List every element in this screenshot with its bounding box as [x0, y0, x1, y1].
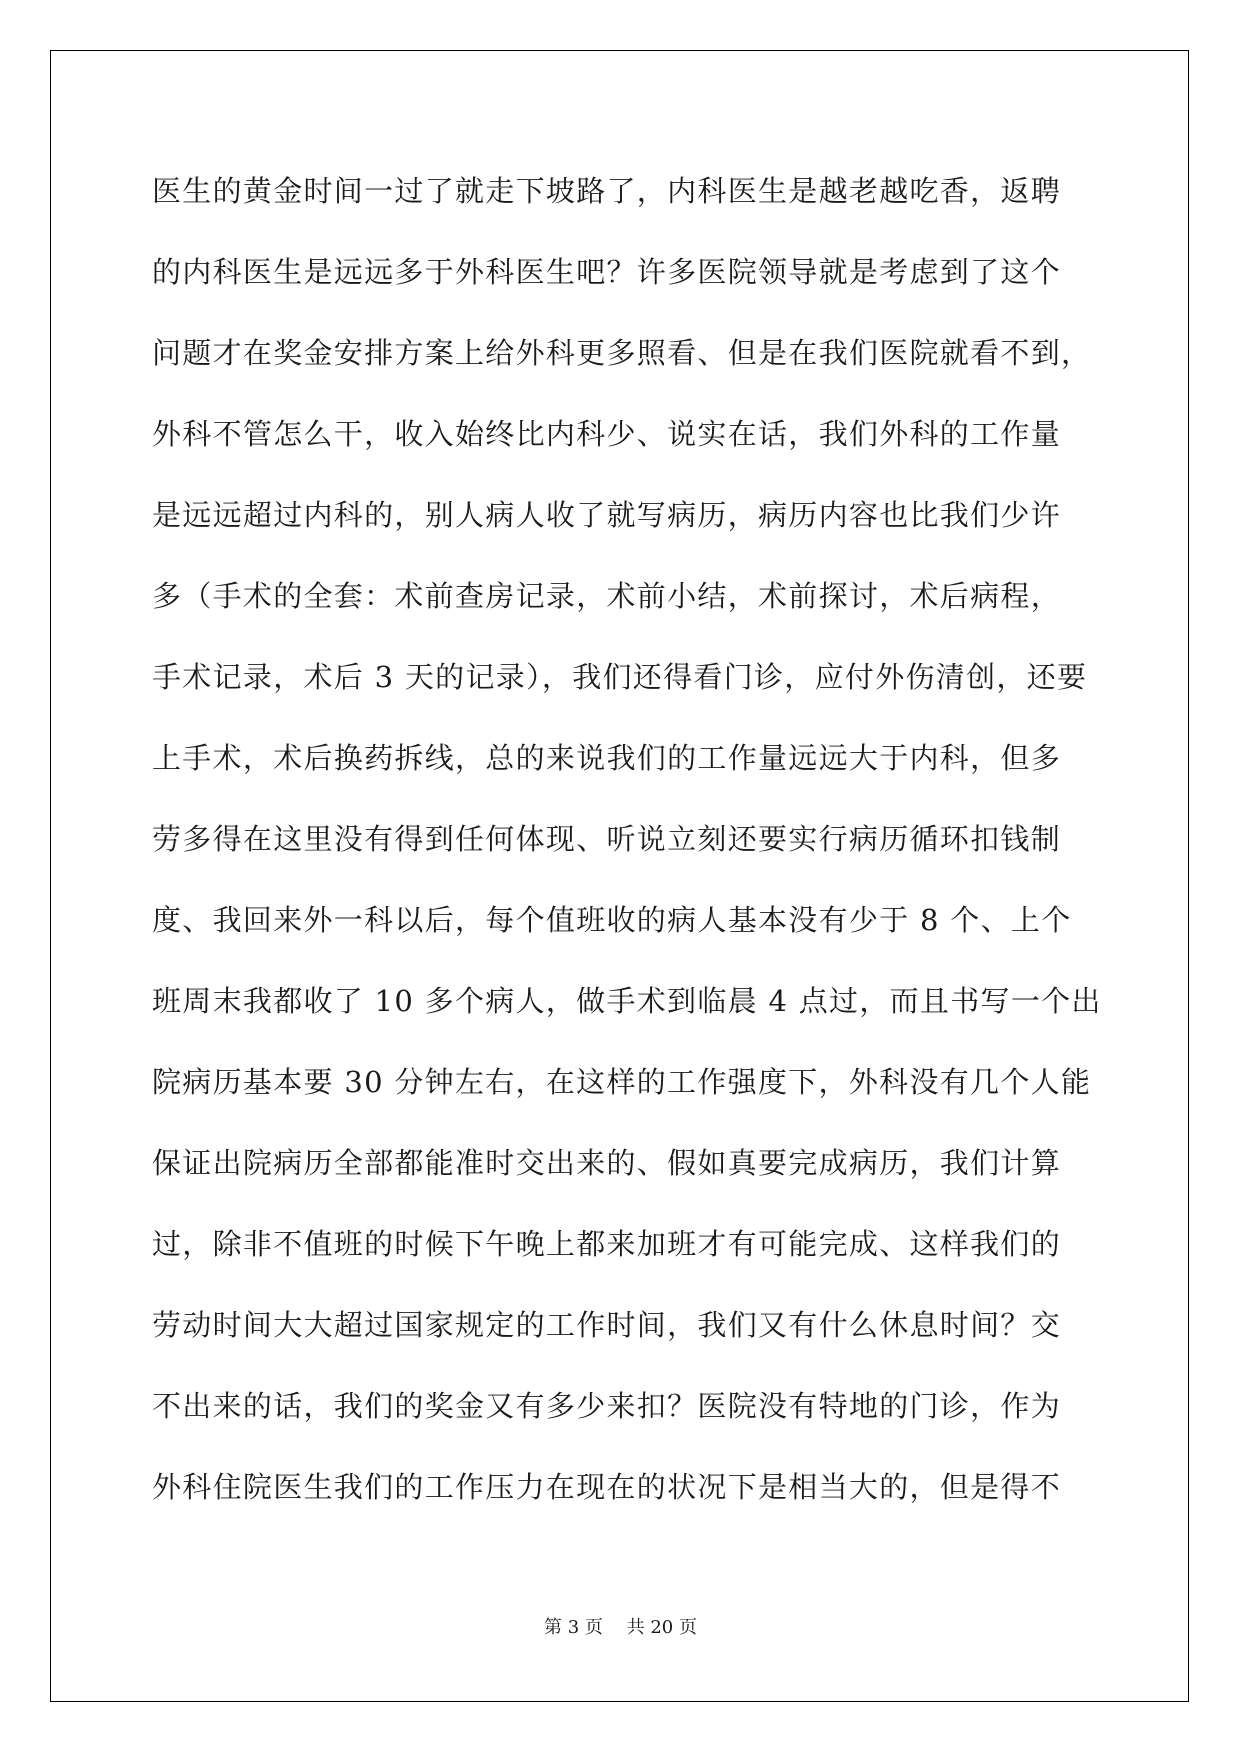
text-line: 医生的黄金时间一过了就走下坡路了，内科医生是越老越吃香，返聘 — [152, 174, 1062, 208]
text-line: 度、我回来外一科以后，每个值班收的病人基本没有少于 8 个、上个 — [152, 903, 1072, 937]
text-line: 是远远超过内科的，别人病人收了就写病历，病历内容也比我们少许 — [152, 498, 1062, 532]
body-text — [152, 164, 1102, 1541]
text-line: 院病历基本要 30 分钟左右，在这样的工作强度下，外科没有几个人能 — [152, 1065, 1092, 1099]
page-number-footer: 第 3 页 共 20 页 — [544, 1617, 697, 1638]
text-line: 外科住院医生我们的工作压力在现在的状况下是相当大的，但是得不 — [152, 1470, 1062, 1504]
text-line: 班周末我都收了 10 多个病人，做手术到临晨 4 点过，而且书写一个出 — [152, 984, 1102, 1018]
text-line: 多（手术的全套：术前查房记录，术前小结，术前探讨，术后病程， — [152, 579, 1062, 613]
text-line: 劳多得在这里没有得到任何体现、听说立刻还要实行病历循环扣钱制 — [152, 822, 1062, 856]
text-line: 的内科医生是远远多于外科医生吧？许多医院领导就是考虑到了这个 — [152, 255, 1062, 289]
text-line: 保证出院病历全部都能准时交出来的、假如真要完成病历，我们计算 — [152, 1146, 1062, 1180]
text-line: 上手术，术后换药拆线，总的来说我们的工作量远远大于内科，但多 — [152, 741, 1062, 775]
text-line: 劳动时间大大超过国家规定的工作时间，我们又有什么休息时间？交 — [152, 1308, 1062, 1342]
text-line: 问题才在奖金安排方案上给外科更多照看、但是在我们医院就看不到， — [152, 336, 1092, 370]
text-line: 过，除非不值班的时候下午晚上都来加班才有可能完成、这样我们的 — [152, 1227, 1062, 1261]
text-line: 手术记录，术后 3 天的记录），我们还得看门诊，应付外伤清创，还要 — [152, 660, 1088, 694]
text-line: 不出来的话，我们的奖金又有多少来扣？医院没有特地的门诊，作为 — [152, 1389, 1062, 1423]
text-line: 外科不管怎么干，收入始终比内科少、说实在话，我们外科的工作量 — [152, 417, 1062, 451]
